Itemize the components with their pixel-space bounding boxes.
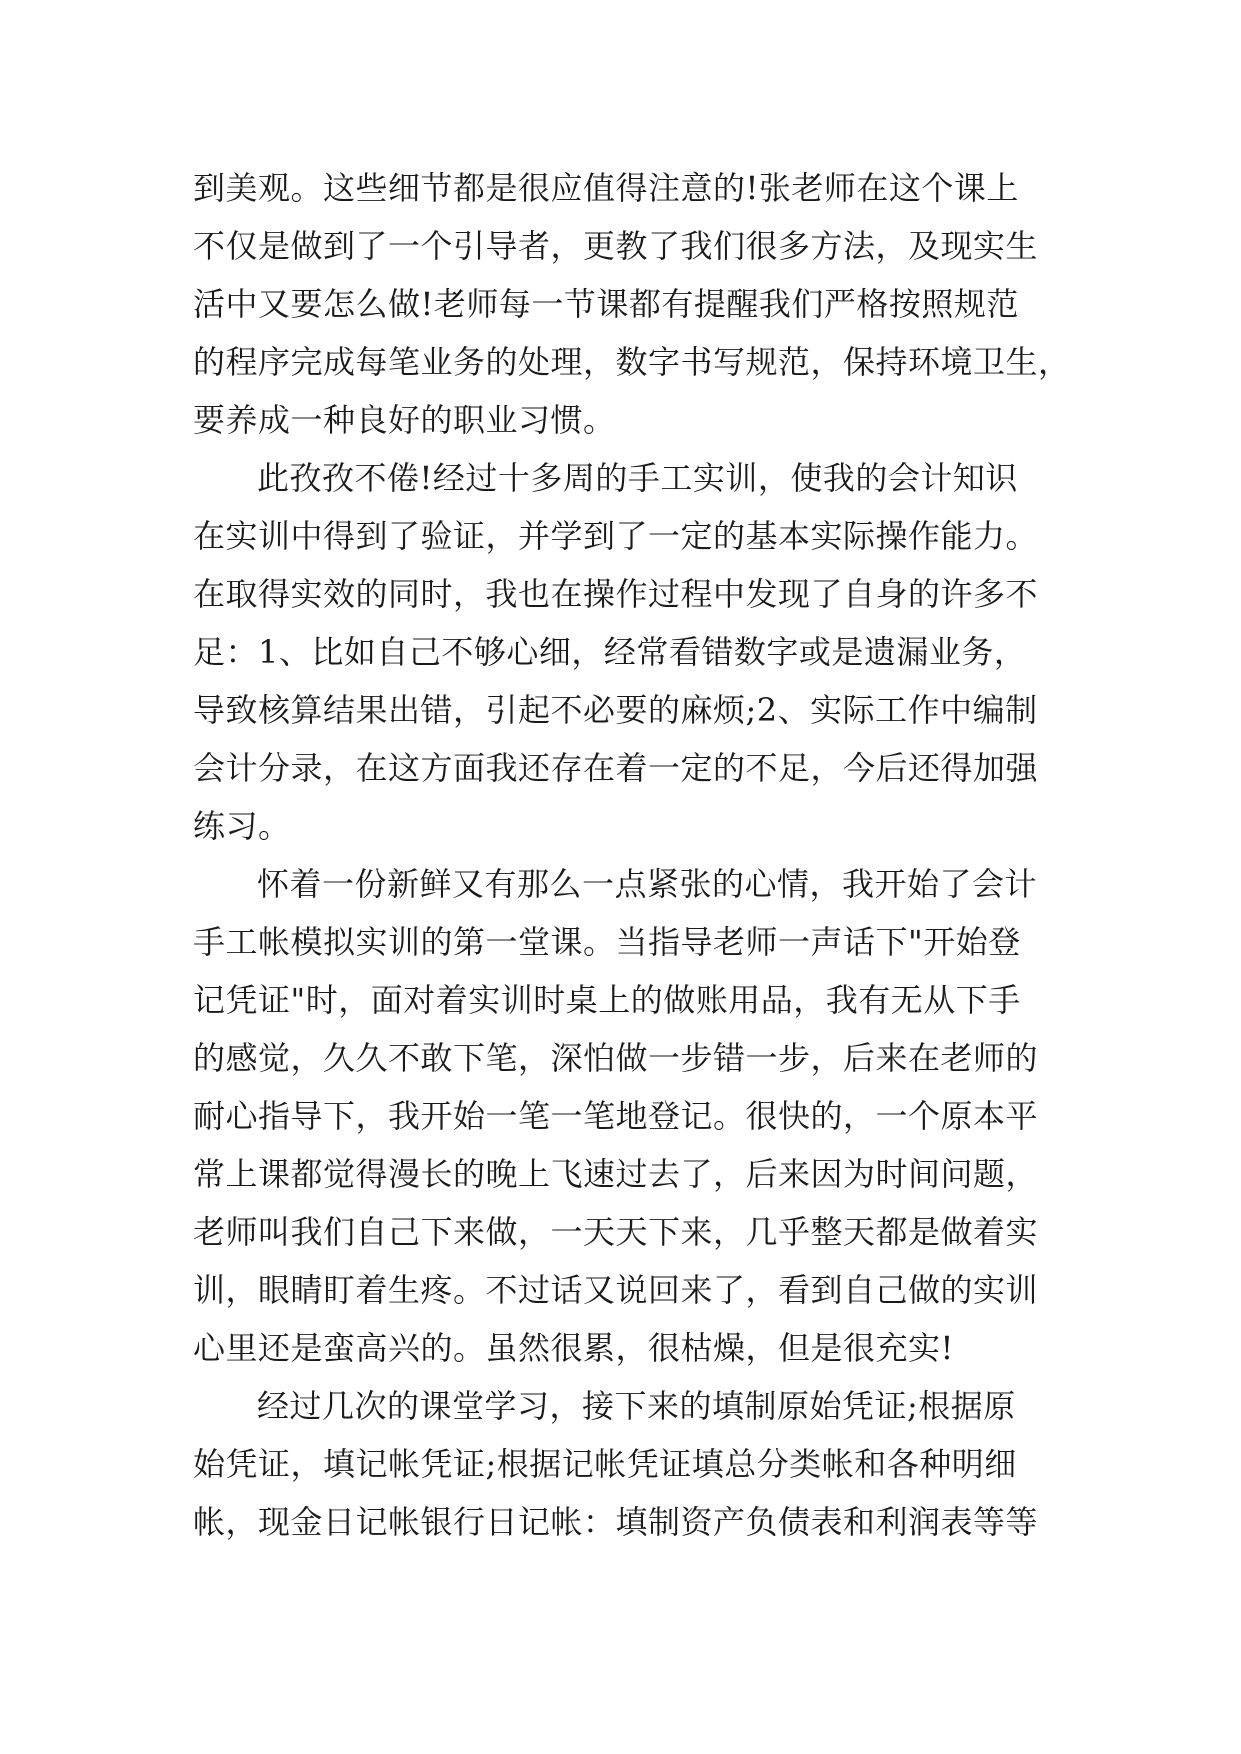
text-line: 不仅是做到了一个引导者，更教了我们很多方法，及现实生 (193, 227, 1039, 265)
paragraph-first-line: 经过几次的课堂学习，接下来的填制原始凭证;根据原 (257, 1387, 1016, 1425)
text-line: 导致核算结果出错，引起不必要的麻烦;2、实际工作中编制 (193, 691, 1038, 729)
text-line: 在取得实效的同时，我也在操作过程中发现了自身的许多不 (193, 575, 1039, 613)
text-line: 会计分录，在这方面我还存在着一定的不足，今后还得加强 (193, 749, 1039, 787)
text-line: 在实训中得到了验证，并学到了一定的基本实际操作能力。 (193, 517, 1039, 555)
text-line: 耐心指导下，我开始一笔一笔地登记。很快的，一个原本平 (193, 1097, 1039, 1135)
text-line: 老师叫我们自己下来做，一天天下来，几乎整天都是做着实 (193, 1213, 1039, 1251)
text-line: 始凭证，填记帐凭证;根据记帐凭证填总分类帐和各种明细 (193, 1445, 1017, 1483)
paragraph-first-line: 此孜孜不倦!经过十多周的手工实训，使我的会计知识 (257, 459, 1018, 497)
text-line: 到美观。这些细节都是很应值得注意的!张老师在这个课上 (193, 169, 1019, 207)
text-line: 手工帐模拟实训的第一堂课。当指导老师一声话下"开始登 (193, 923, 1021, 961)
text-line: 的感觉，久久不敢下笔，深怕做一步错一步，后来在老师的 (193, 1039, 1039, 1077)
text-line: 的程序完成每笔业务的处理，数字书写规范，保持环境卫生， (193, 343, 1071, 381)
text-line: 要养成一种良好的职业习惯。 (193, 401, 616, 439)
text-line: 帐，现金日记帐银行日记帐：填制资产负债表和利润表等等 (193, 1503, 1039, 1541)
document-body (193, 159, 1073, 1551)
text-line: 心里还是蛮高兴的。虽然很累，很枯燥，但是很充实! (193, 1329, 954, 1367)
text-line: 训，眼睛盯着生疼。不过话又说回来了，看到自己做的实训 (193, 1271, 1039, 1309)
text-line: 活中又要怎么做!老师每一节课都有提醒我们严格按照规范 (193, 285, 1019, 323)
paragraph-first-line: 怀着一份新鲜又有那么一点紧张的心情，我开始了会计 (257, 865, 1038, 903)
text-line: 足：1、比如自己不够心细，经常看错数字或是遗漏业务， (193, 633, 1027, 671)
text-line: 练习。 (193, 807, 291, 845)
text-line: 记凭证"时，面对着实训时桌上的做账用品，我有无从下手 (193, 981, 1021, 1019)
text-line: 常上课都觉得漫长的晚上飞速过去了，后来因为时间问题， (193, 1155, 1039, 1193)
